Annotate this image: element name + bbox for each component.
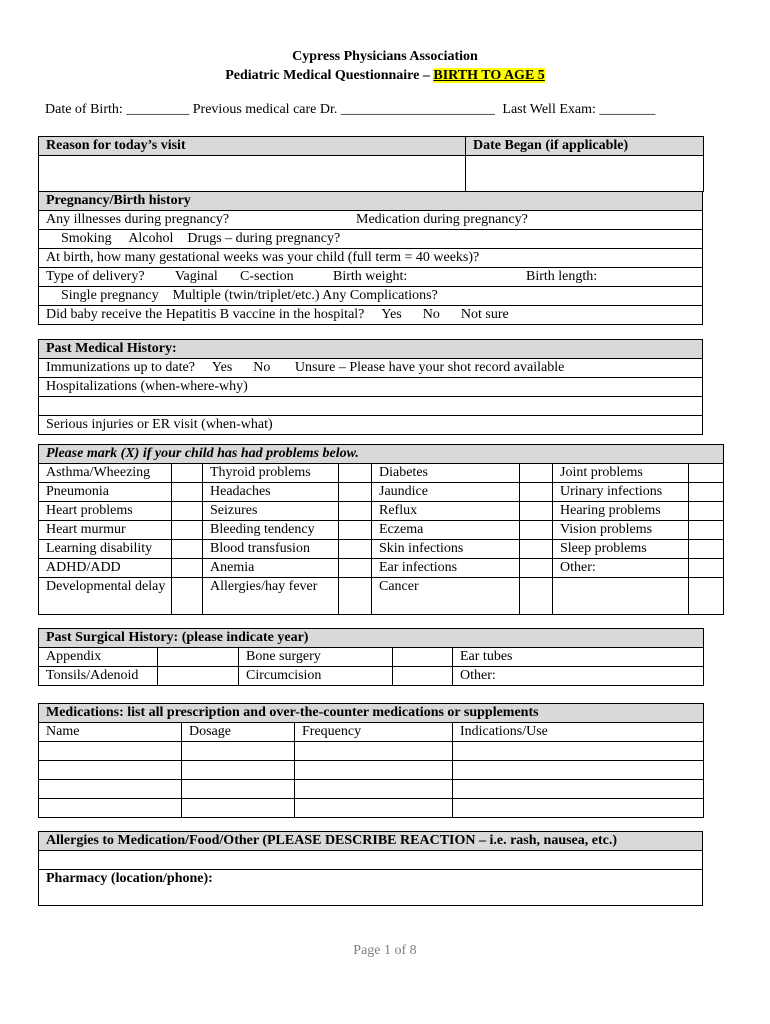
last-well-exam-field[interactable]: Last Well Exam: ________ (502, 102, 656, 117)
problem-checkbox[interactable] (172, 483, 203, 502)
problem-label: Developmental delay (39, 578, 172, 615)
problem-checkbox[interactable] (339, 521, 372, 540)
surgery-other-input[interactable]: Other: (453, 667, 704, 686)
previous-doctor-field[interactable]: Previous medical care Dr. ______________________ (192, 102, 495, 117)
problem-checkbox[interactable] (172, 559, 203, 578)
form-title-age-range: BIRTH TO AGE 5 (433, 68, 545, 83)
medication-cell[interactable] (39, 742, 182, 761)
hepb-yes-option[interactable]: Yes (381, 307, 402, 322)
problem-label: Urinary infections (553, 483, 689, 502)
medications-table (38, 703, 704, 818)
problem-checkbox[interactable] (520, 483, 553, 502)
medication-cell[interactable] (295, 742, 453, 761)
patient-info-line (45, 101, 705, 119)
date-of-birth-field[interactable]: Date of Birth: _________ (45, 102, 190, 117)
substances-row[interactable] (39, 230, 703, 249)
csection-option[interactable]: C-section (240, 269, 294, 284)
problem-label: Heart problems (39, 502, 172, 521)
immunizations-question: Immunizations up to date? (46, 360, 195, 375)
problem-label: Joint problems (553, 464, 689, 483)
problem-label: ADHD/ADD (39, 559, 172, 578)
medication-dosage-header: Dosage (182, 723, 295, 742)
form-header (0, 47, 770, 85)
drugs-option[interactable]: Drugs – during pregnancy? (187, 231, 341, 246)
problem-label: Cancer (372, 578, 520, 615)
medication-cell[interactable] (453, 799, 704, 818)
problem-checkbox[interactable] (339, 540, 372, 559)
gestation-question[interactable]: At birth, how many gestational weeks was your child (full term = 40 weeks)? (39, 249, 703, 268)
medication-cell[interactable] (295, 780, 453, 799)
past-medical-table (38, 339, 703, 435)
hospitalizations-input[interactable] (39, 397, 703, 416)
surgery-year-input[interactable] (393, 667, 453, 686)
problem-checkbox[interactable] (172, 540, 203, 559)
medication-name-header: Name (39, 723, 182, 742)
problem-checkbox[interactable] (339, 464, 372, 483)
problem-label: Seizures (203, 502, 339, 521)
problem-label: Diabetes (372, 464, 520, 483)
vaginal-option[interactable]: Vaginal (175, 269, 218, 284)
problem-checkbox[interactable] (339, 578, 372, 615)
alcohol-option[interactable]: Alcohol (128, 231, 174, 246)
surgery-label[interactable]: Ear tubes (453, 648, 704, 667)
problem-label: Thyroid problems (203, 464, 339, 483)
problem-checkbox[interactable] (172, 578, 203, 615)
problem-other-input[interactable] (553, 578, 689, 615)
problem-checkbox[interactable] (520, 578, 553, 615)
medication-cell[interactable] (39, 780, 182, 799)
medication-cell[interactable] (182, 780, 295, 799)
reason-for-visit-input[interactable] (39, 156, 466, 192)
medication-cell[interactable] (453, 742, 704, 761)
problem-checkbox[interactable] (689, 559, 724, 578)
medication-cell[interactable] (39, 761, 182, 780)
birth-length-label: Birth length: (526, 269, 598, 284)
hepb-no-option[interactable]: No (422, 307, 440, 322)
problems-heading: Please mark (X) if your child has had problems below. (39, 445, 724, 464)
medication-cell[interactable] (39, 799, 182, 818)
problem-label: Ear infections (372, 559, 520, 578)
medications-heading: Medications: list all prescription and over-the-counter medications or supplements (39, 704, 704, 723)
medication-indications-header: Indications/Use (453, 723, 704, 742)
visit-table (38, 136, 704, 192)
problem-checkbox[interactable] (689, 502, 724, 521)
problem-checkbox[interactable] (520, 559, 553, 578)
immunizations-yes-option[interactable]: Yes (211, 360, 233, 375)
pregnancy-table (38, 191, 703, 325)
surgical-heading: Past Surgical History: (please indicate year) (39, 629, 704, 648)
problem-label: Skin infections (372, 540, 520, 559)
multiple-pregnancy-option[interactable]: Multiple (twin/triplet/etc.) Any Complications? (172, 288, 438, 303)
problem-label: Headaches (203, 483, 339, 502)
problem-checkbox[interactable] (520, 540, 553, 559)
pregnancy-heading: Pregnancy/Birth history (39, 192, 703, 211)
pregnancy-illnesses-row[interactable] (39, 211, 703, 230)
delivery-row[interactable] (39, 268, 703, 287)
problem-label: Jaundice (372, 483, 520, 502)
injuries-label: Serious injuries or ER visit (when-what) (39, 416, 703, 435)
date-began-label: Date Began (if applicable) (466, 137, 704, 156)
problem-label: Bleeding tendency (203, 521, 339, 540)
medication-cell[interactable] (453, 761, 704, 780)
problem-checkbox[interactable] (339, 502, 372, 521)
illnesses-question: Any illnesses during pregnancy? (46, 212, 230, 227)
immunizations-unsure-option[interactable]: Unsure – Please have your shot record available (294, 360, 565, 375)
problem-label: Hearing problems (553, 502, 689, 521)
allergies-table (38, 831, 703, 906)
problem-checkbox[interactable] (520, 502, 553, 521)
problem-label: Sleep problems (553, 540, 689, 559)
allergies-heading: Allergies to Medication/Food/Other (PLEASE DESCRIBE REACTION – i.e. rash, nausea, etc.) (39, 832, 703, 851)
problem-checkbox[interactable] (689, 464, 724, 483)
birth-weight-label: Birth weight: (333, 269, 408, 284)
problem-checkbox[interactable] (520, 464, 553, 483)
hepb-row[interactable] (39, 306, 703, 325)
medication-cell[interactable] (453, 780, 704, 799)
surgery-label: Bone surgery (239, 648, 393, 667)
medication-cell[interactable] (295, 799, 453, 818)
medication-frequency-header: Frequency (295, 723, 453, 742)
allergies-input[interactable] (39, 851, 703, 870)
single-pregnancy-option[interactable]: Single pregnancy (61, 288, 159, 303)
problem-label: Pneumonia (39, 483, 172, 502)
medication-cell[interactable] (182, 799, 295, 818)
problem-checkbox[interactable] (172, 464, 203, 483)
immunizations-no-option[interactable]: No (253, 360, 271, 375)
problem-label: Allergies/hay fever (203, 578, 339, 615)
delivery-question: Type of delivery? (46, 269, 145, 284)
surgery-year-input[interactable] (158, 648, 239, 667)
problem-checkbox[interactable] (339, 483, 372, 502)
problem-label: Reflux (372, 502, 520, 521)
problem-checkbox[interactable] (172, 502, 203, 521)
problem-checkbox[interactable] (172, 521, 203, 540)
hepb-not-sure-option[interactable]: Not sure (460, 307, 509, 322)
surgery-label: Appendix (39, 648, 158, 667)
page-number: Page 1 of 8 (353, 943, 417, 958)
problem-label: Heart murmur (39, 521, 172, 540)
medication-cell[interactable] (182, 742, 295, 761)
problem-checkbox[interactable] (689, 521, 724, 540)
medication-cell[interactable] (182, 761, 295, 780)
hospitalizations-label: Hospitalizations (when-where-why) (39, 378, 703, 397)
past-medical-heading: Past Medical History: (39, 340, 703, 359)
problem-checkbox[interactable] (689, 540, 724, 559)
pharmacy-field[interactable]: Pharmacy (location/phone): (39, 870, 703, 906)
surgery-year-input[interactable] (158, 667, 239, 686)
surgery-year-input[interactable] (393, 648, 453, 667)
problem-label: Asthma/Wheezing (39, 464, 172, 483)
problems-table (38, 444, 724, 615)
hepb-question: Did baby receive the Hepatitis B vaccine in the hospital? (46, 307, 365, 322)
surgery-label: Tonsils/Adenoid (39, 667, 158, 686)
smoking-option[interactable]: Smoking (61, 231, 112, 246)
pregnancy-type-row[interactable] (39, 287, 703, 306)
organization-name: Cypress Physicians Association (292, 49, 478, 64)
medication-question: Medication during pregnancy? (356, 212, 528, 227)
problem-label: Eczema (372, 521, 520, 540)
problem-checkbox[interactable] (520, 521, 553, 540)
problem-label: Anemia (203, 559, 339, 578)
problem-checkbox[interactable] (689, 578, 724, 615)
reason-for-visit-label: Reason for today’s visit (39, 137, 466, 156)
problem-checkbox[interactable] (339, 559, 372, 578)
problem-label: Other: (553, 559, 689, 578)
form-title-prefix: Pediatric Medical Questionnaire – (225, 68, 434, 83)
surgical-table (38, 628, 704, 686)
problem-label: Vision problems (553, 521, 689, 540)
problem-label: Learning disability (39, 540, 172, 559)
form-title (0, 66, 770, 85)
problem-label: Blood transfusion (203, 540, 339, 559)
medication-cell[interactable] (295, 761, 453, 780)
date-began-input[interactable] (466, 156, 704, 192)
immunizations-row[interactable] (39, 359, 703, 378)
problem-checkbox[interactable] (689, 483, 724, 502)
surgery-label: Circumcision (239, 667, 393, 686)
